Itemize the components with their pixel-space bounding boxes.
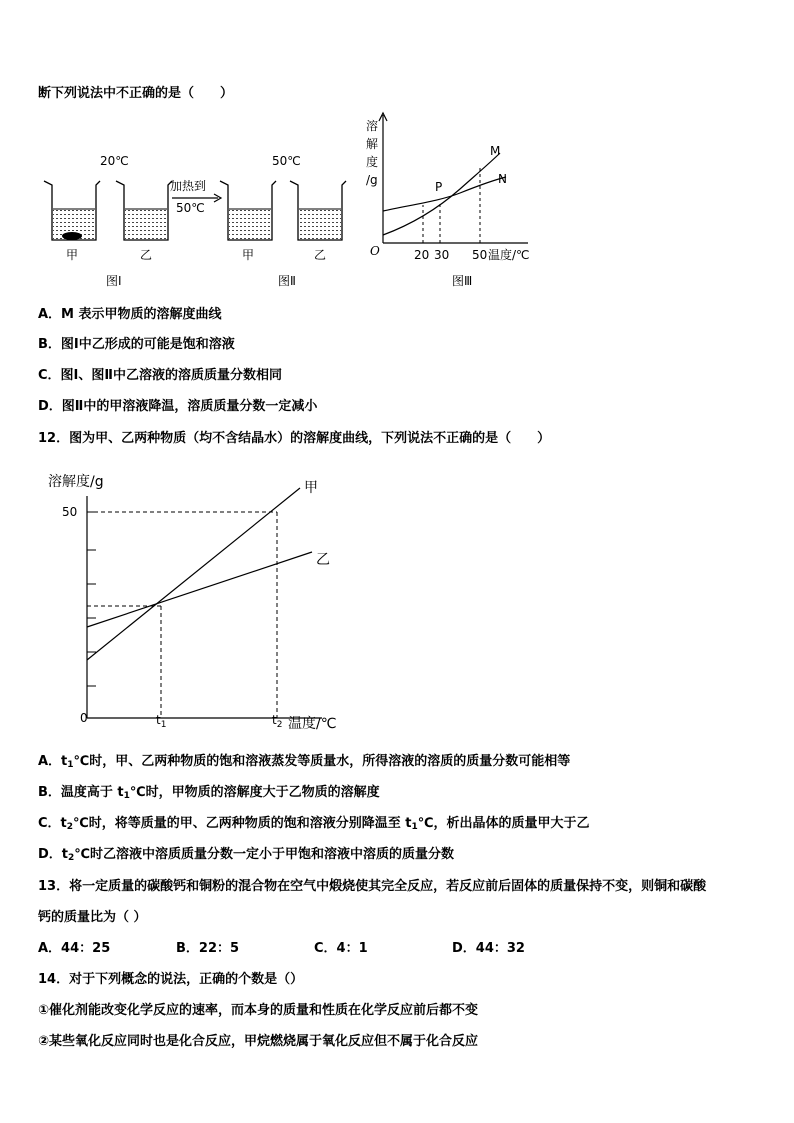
x-axis-label: 温度/℃: [288, 716, 337, 732]
solubility-chart-12: [0, 460, 400, 735]
beaker-4: [290, 181, 346, 240]
curve-m-label: M: [490, 144, 501, 158]
q11-option-a[interactable]: A．M 表示甲物质的溶解度曲线: [38, 307, 222, 322]
q13-option-c[interactable]: C．4：1: [314, 941, 368, 956]
q13-option-a[interactable]: A．44：25: [38, 941, 111, 956]
q11-stem: 断下列说法中不正确的是（ ）: [38, 86, 234, 101]
beaker-3: [220, 181, 276, 240]
caption-fig1: 图Ⅰ: [106, 274, 122, 288]
q13-option-d[interactable]: D．44：32: [452, 941, 525, 956]
origin-label: O: [370, 244, 380, 258]
q12-option-b[interactable]: B．温度高于 $t_1℃$时，甲物质的溶解度大于乙物质的溶解度: [38, 785, 380, 801]
caption-fig3: 图Ⅲ: [452, 274, 473, 288]
beaker-2: [116, 181, 172, 240]
beaker-1: [44, 181, 100, 240]
q12-option-d[interactable]: D．$t_2℃$时乙溶液中溶质质量分数一定小于甲饱和溶液中溶质的质量分数: [38, 847, 455, 863]
y-label-2: 解: [366, 137, 379, 151]
label-yi-2: 乙: [314, 248, 327, 262]
q13-options: [38, 937, 590, 956]
curve-m: [383, 153, 500, 235]
q11-option-b[interactable]: B．图Ⅰ中乙形成的可能是饱和溶液: [38, 337, 235, 352]
y-label-4: /g: [366, 173, 378, 187]
line-yi: [87, 552, 312, 627]
q14-item-2: ②某些氧化反应同时也是化合反应，甲烷燃烧属于氧化反应但不属于化合反应: [38, 1034, 479, 1049]
series-jia-label: 甲: [304, 480, 318, 496]
curve-n-label: N: [498, 172, 507, 186]
solubility-chart-3: [366, 113, 530, 262]
series-yi-label: 乙: [316, 552, 330, 568]
origin-label: 0: [80, 711, 88, 725]
caption-fig2: 图Ⅱ: [278, 274, 296, 288]
x-tick-30: 30: [434, 248, 450, 262]
label-jia-1: 甲: [66, 248, 79, 262]
temp-right: 50℃: [272, 154, 301, 168]
line-jia: [87, 488, 300, 660]
q14-item-1: ①催化剂能改变化学反应的速率，而本身的质量和性质在化学反应前后都不变: [38, 1003, 479, 1018]
x-axis-label: 温度/℃: [488, 248, 530, 262]
arrow-label-top: 加热到: [170, 179, 207, 193]
solid-precipitate: [62, 232, 82, 240]
x-tick-50: 50: [472, 248, 488, 262]
label-jia-2: 甲: [242, 248, 255, 262]
q12-option-c[interactable]: C．$t_2℃$时，将等质量的甲、乙两种物质的饱和溶液分别降温至 $t_1℃$，析出晶体的质量甲大于乙: [38, 816, 590, 832]
x-tick-t1: $t_1$: [156, 713, 167, 730]
label-yi-1: 乙: [140, 248, 153, 262]
y-label-3: 度: [366, 155, 379, 169]
q13-stem-line1: 13．将一定质量的碳酸钙和铜粉的混合物在空气中煅烧使其完全反应，若反应前后固体的质量保持不变，则铜和碳酸: [38, 879, 707, 894]
q11-option-c[interactable]: C．图Ⅰ、图Ⅱ中乙溶液的溶质质量分数相同: [38, 368, 282, 383]
q13-option-b[interactable]: B．22：5: [176, 941, 240, 956]
q12-option-a[interactable]: A．$t_1℃$时，甲、乙两种物质的饱和溶液蒸发等质量水，所得溶液的溶质的质量分数可能相等: [38, 754, 571, 770]
y-axis-label: 溶解度/g: [48, 474, 104, 490]
q11-option-d[interactable]: D．图Ⅱ中的甲溶液降温，溶质质量分数一定减小: [38, 399, 318, 414]
point-p-label: P: [435, 180, 443, 194]
q11-figure: [0, 105, 794, 295]
temp-left: 20℃: [100, 154, 129, 168]
q13-stem-line2: 钙的质量比为（ ）: [38, 910, 147, 925]
curve-n: [383, 177, 506, 211]
q14-stem: 14．对于下列概念的说法，正确的个数是（）: [38, 972, 304, 987]
y-label-1: 溶: [366, 119, 379, 133]
x-tick-20: 20: [414, 248, 430, 262]
q12-stem: 12．图为甲、乙两种物质（均不含结晶水）的溶解度曲线，下列说法不正确的是（ ）: [38, 431, 551, 446]
arrow-label-bottom: 50℃: [176, 201, 205, 215]
x-tick-t2: $t_2$: [272, 713, 283, 730]
y-tick-50: 50: [62, 505, 78, 519]
